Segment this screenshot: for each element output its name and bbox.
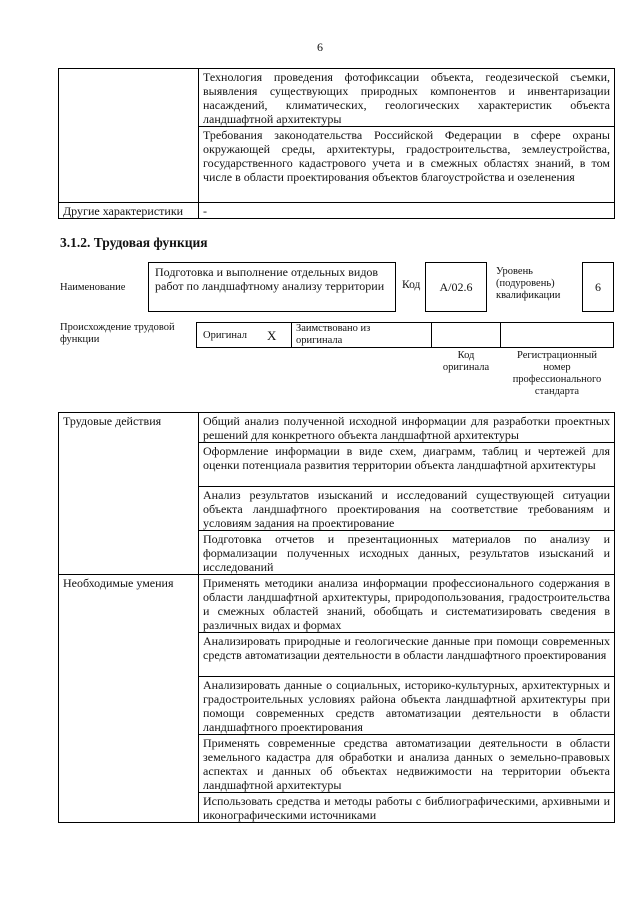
table-text-cell: Применять современные средства автоматизации деятельности в области земельного кадастра для обработки и анализа данных о земельно-правовых аспектах и данных об объектах недвижимости на территории объекта ландшафтной архитектуры [199, 735, 615, 793]
table-label-cell: Другие характеристики [59, 203, 199, 219]
table-text-cell: Анализировать природные и геологические данные при помощи современных средств автоматизации деятельности в области ландшафтного проектирования [199, 633, 615, 677]
table-row [59, 413, 615, 443]
name-label: Наименование [60, 282, 126, 293]
code-original-caption: Код оригинала [442, 350, 490, 373]
original-box [196, 322, 292, 348]
table-row [59, 69, 615, 127]
borrowed-box [291, 322, 432, 348]
page-number: 6 [317, 40, 323, 54]
level-label: Уровень (подуровень) квалификации [496, 266, 561, 301]
code-label: Код [402, 279, 421, 291]
reg-number-box [500, 322, 614, 348]
reg-number-caption: Регистрационный номер профессионального стандарта [512, 350, 602, 397]
table-text-cell: Анализировать данные о социальных, историко-культурных, архитектурных и градостроительных условиях района объекта ландшафтной архитектуры при помощи современных средств автоматизации деятельности в области ландшафтного проектирования [199, 677, 615, 735]
code-value: A/02.6 [439, 280, 473, 294]
table-text-cell: Анализ результатов изысканий и исследований существующей ситуации объекта ландшафтного проектирования на соответствие требованиям и условиям задания на проектирование [199, 487, 615, 531]
level-box [582, 262, 614, 312]
level-value: 6 [595, 280, 601, 294]
origin-label: Происхождение трудовой функции [60, 322, 175, 345]
table-text-cell: Требования законодательства Российской Федерации в сфере охраны окружающей среды, архитектуры, градостроительства, землеустройства, государственного кадастрового учета и в смежных областях знаний, в том числе в области проектирования объектов благоустройства и озеленения [199, 127, 615, 203]
table-text-cell: - [199, 203, 615, 219]
table-text-cell: Использовать средства и методы работы с библиографическими, архивными и иконографическими источниками [199, 793, 615, 823]
top-table [58, 68, 615, 219]
table-label-cell [59, 69, 199, 203]
table-text-cell: Технология проведения фотофиксации объекта, геодезической съемки, выявления существующих природных компонентов и инвентаризации насаждений, климатических, геологических характеристик объекта ландшафтной архитектуры [199, 69, 615, 127]
table-text-cell: Применять методики анализа информации профессионального содержания в области ландшафтной архитектуры, природопользования, градостроительства и смежных областей знаний, обобщать и систематизировать сведения в различных видах и формах [199, 575, 615, 633]
borrowed-label: Заимствовано из оригинала [296, 323, 371, 346]
main-table [58, 412, 615, 823]
original-mark: X [267, 328, 277, 343]
table-text-cell: Общий анализ полученной исходной информации для разработки проектных решений для конкретного объекта ландшафтной архитектуры [199, 413, 615, 443]
table-text-cell: Подготовка отчетов и презентационных материалов по анализу и формализации полученных исходных данных, результатов изысканий и исследований [199, 531, 615, 575]
section-heading: 3.1.2. Трудовая функция [60, 235, 208, 250]
function-name-box [148, 262, 396, 312]
code-box [425, 262, 487, 312]
function-name: Подготовка и выполнение отдельных видов работ по ландшафтному анализу территории [155, 265, 385, 293]
table-row [59, 203, 615, 219]
table-label-cell: Трудовые действия [59, 413, 199, 575]
original-code-box [431, 322, 501, 348]
original-label: Оригинал [203, 330, 247, 341]
table-row [59, 575, 615, 633]
table-label-cell: Необходимые умения [59, 575, 199, 823]
table-text-cell: Оформление информации в виде схем, диаграмм, таблиц и чертежей для оценки потенциала развития территории объекта ландшафтной архитектуры [199, 443, 615, 487]
